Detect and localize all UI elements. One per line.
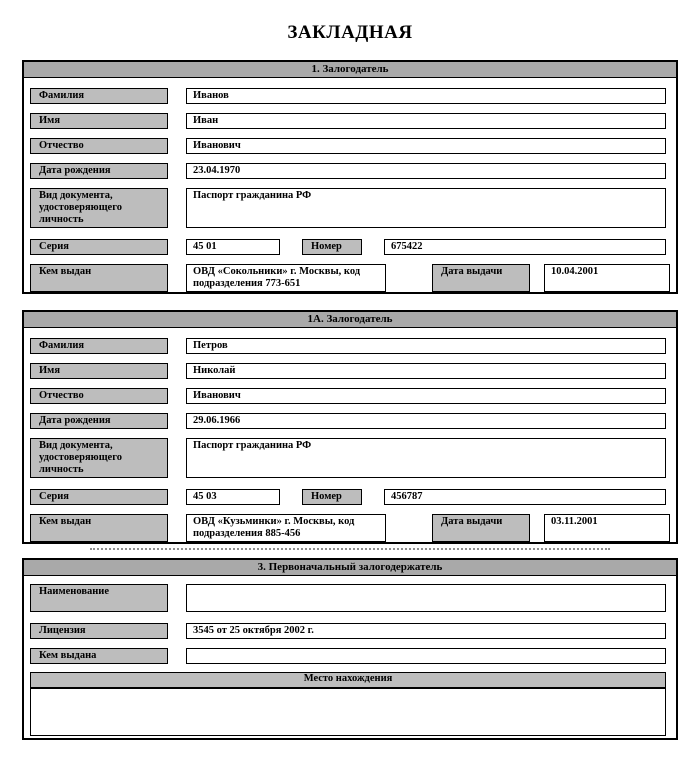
section-header: 1А. Залогодатель <box>24 312 676 328</box>
document-title: ЗАКЛАДНАЯ <box>287 22 413 43</box>
license-label: Лицензия <box>30 623 168 639</box>
issue-date-label: Дата выдачи <box>432 264 530 292</box>
location-header: Место нахождения <box>30 672 666 688</box>
birthdate-field[interactable]: 23.04.1970 <box>186 163 666 179</box>
doc-type-label: Вид документа, удостоверяющего личность <box>30 188 168 228</box>
patronymic-label: Отчество <box>30 388 168 404</box>
location-field[interactable] <box>30 688 666 736</box>
name-field[interactable]: Иван <box>186 113 666 129</box>
number-label: Номер <box>302 489 362 505</box>
series-label: Серия <box>30 489 168 505</box>
birthdate-field[interactable]: 29.06.1966 <box>186 413 666 429</box>
name-label: Имя <box>30 113 168 129</box>
section-initial-mortgagee <box>22 558 678 740</box>
series-label: Серия <box>30 239 168 255</box>
series-field[interactable]: 45 03 <box>186 489 280 505</box>
section-mortgagor-1a <box>22 310 678 544</box>
number-label: Номер <box>302 239 362 255</box>
number-field[interactable]: 456787 <box>384 489 666 505</box>
surname-field[interactable]: Иванов <box>186 88 666 104</box>
license-issuer-label: Кем выдана <box>30 648 168 664</box>
issued-by-label: Кем выдан <box>30 264 168 292</box>
issue-date-field[interactable]: 10.04.2001 <box>544 264 670 292</box>
doc-type-label: Вид документа, удостоверяющего личность <box>30 438 168 478</box>
dotted-separator <box>90 548 610 554</box>
issue-date-label: Дата выдачи <box>432 514 530 542</box>
surname-field[interactable]: Петров <box>186 338 666 354</box>
birthdate-label: Дата рождения <box>30 413 168 429</box>
org-name-label: Наименование <box>30 584 168 612</box>
license-field[interactable]: 3545 от 25 октября 2002 г. <box>186 623 666 639</box>
doc-type-field[interactable]: Паспорт гражданина РФ <box>186 188 666 228</box>
patronymic-field[interactable]: Иванович <box>186 138 666 154</box>
issued-by-field[interactable]: ОВД «Сокольники» г. Москвы, код подразделения 773-651 <box>186 264 386 292</box>
patronymic-field[interactable]: Иванович <box>186 388 666 404</box>
surname-label: Фамилия <box>30 338 168 354</box>
org-name-field[interactable] <box>186 584 666 612</box>
series-field[interactable]: 45 01 <box>186 239 280 255</box>
name-field[interactable]: Николай <box>186 363 666 379</box>
issued-by-field[interactable]: ОВД «Кузьминки» г. Москвы, код подразделения 885-456 <box>186 514 386 542</box>
patronymic-label: Отчество <box>30 138 168 154</box>
doc-type-field[interactable]: Паспорт гражданина РФ <box>186 438 666 478</box>
section-header: 1. Залогодатель <box>24 62 676 78</box>
birthdate-label: Дата рождения <box>30 163 168 179</box>
section-header: 3. Первоначальный залогодержатель <box>24 560 676 576</box>
surname-label: Фамилия <box>30 88 168 104</box>
license-issuer-field[interactable] <box>186 648 666 664</box>
section-mortgagor-1 <box>22 60 678 294</box>
issued-by-label: Кем выдан <box>30 514 168 542</box>
issue-date-field[interactable]: 03.11.2001 <box>544 514 670 542</box>
name-label: Имя <box>30 363 168 379</box>
number-field[interactable]: 675422 <box>384 239 666 255</box>
